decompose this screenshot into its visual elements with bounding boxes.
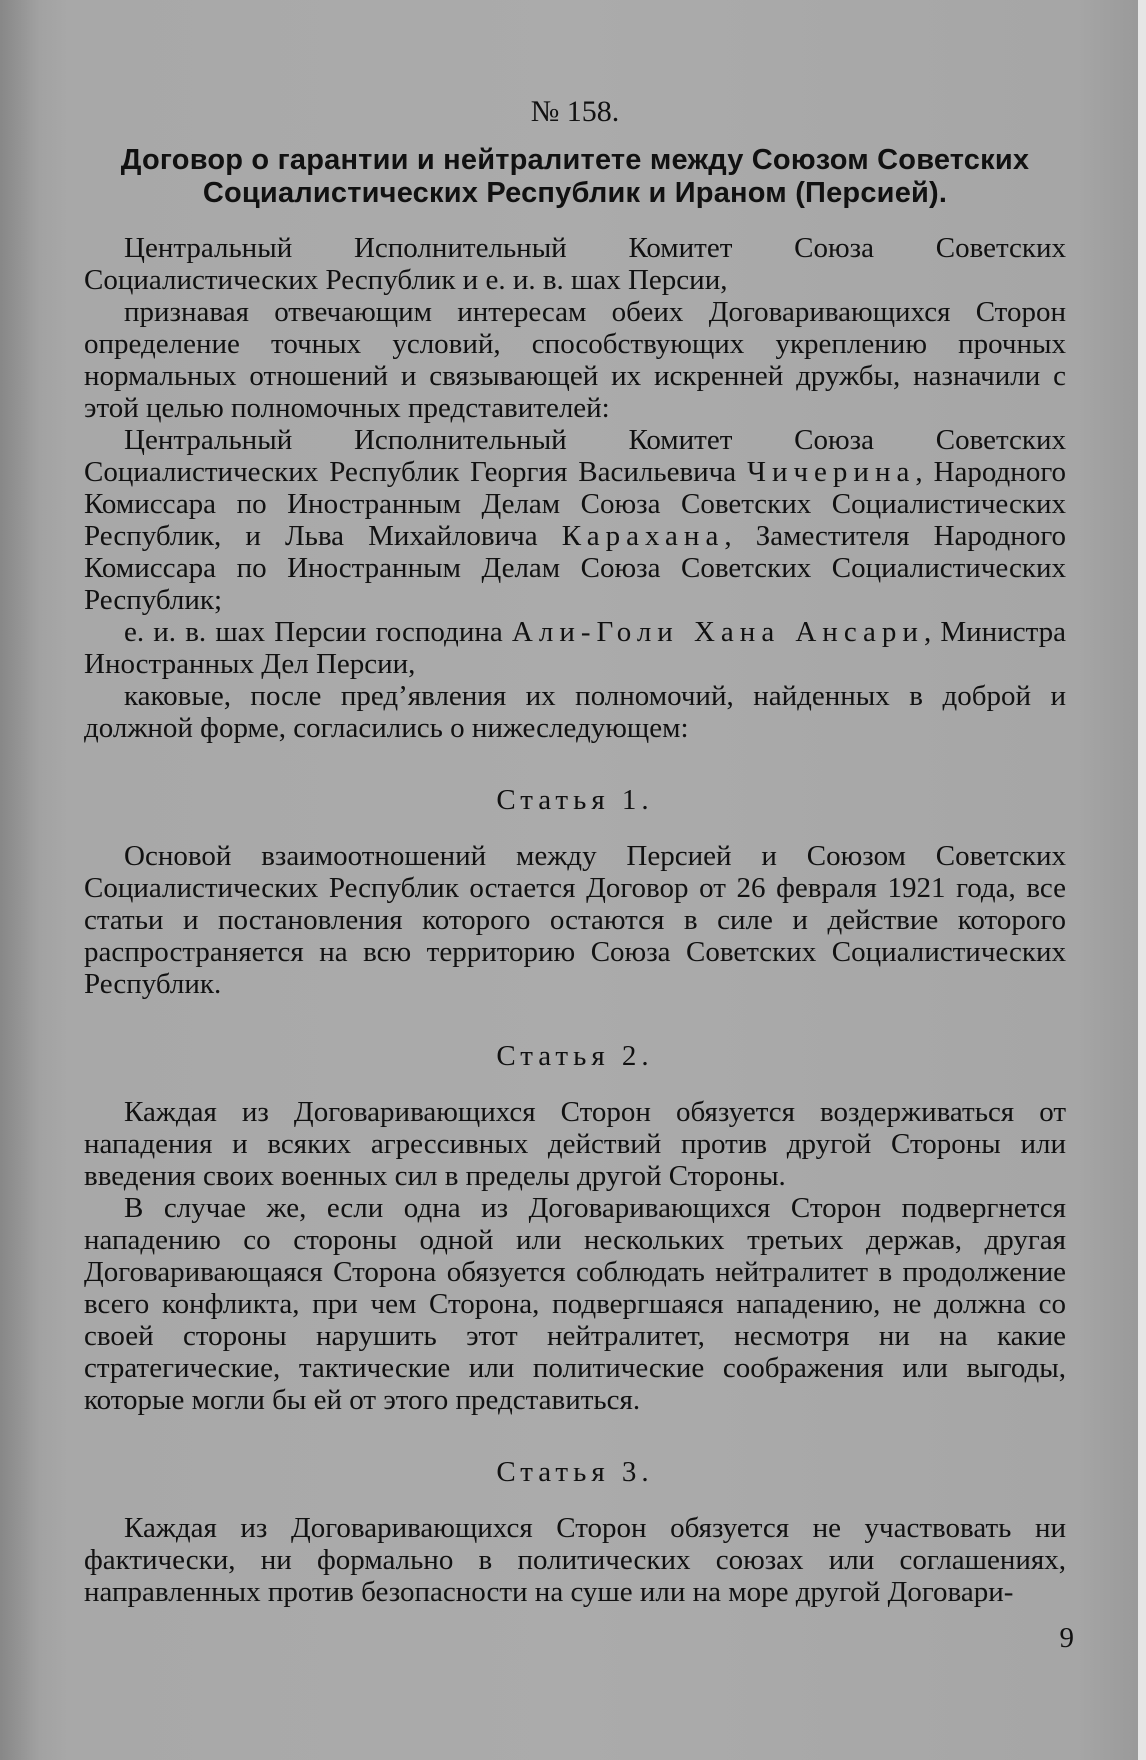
document-title: Договор о гарантии и нейтралитете между Союзом Советских Социалистических Республик и Ираном (Персией). (120, 144, 1030, 209)
text-segment: Центральный Исполнительный Комитет Союза Советских Социалистических Республик и е. и. в. шах Персии, (84, 232, 1066, 296)
preamble-paragraph (84, 616, 1066, 680)
text-segment: признавая отвечающим интересам обеих Договаривающихся Сторон определение точных условий, способствующих укреплению прочных нормальных отношений и связывающей их искренней дружбы, назначили с этой целью полномочных представителей: (84, 296, 1066, 424)
article-heading: Статья 1. (496, 784, 654, 816)
spaced-name: Карахана (561, 520, 725, 552)
article-heading: Статья 3. (496, 1456, 654, 1488)
text-segment: , Министра Иностранных Дел Персии, (84, 616, 1066, 680)
article-paragraph: В случае же, если одна из Договаривающихся Сторон подвергнется нападению со стороны одной или нескольких третьих держав, другая Договаривающаяся Сторона обязуется соблюдать нейтралитет в продолжение всего конфликта, при чем Сторона, подвергшаяся нападению, не должна со своей стороны нарушить этот нейтралитет, несмотря ни на какие стратегические, тактические или политические соображения или выгоды, которые могли бы ей от этого представиться. (84, 1192, 1066, 1416)
text-segment: каковые, после пред’явления их полномочий, найденных в доброй и должной форме, согласились о нижеследующем: (84, 680, 1066, 744)
text-segment: е. и. в. шах Персии господина (124, 616, 512, 648)
article-paragraph: Основой взаимоотношений между Персией и Союзом Советских Социалистических Республик остается Договор от 26 февраля 1921 года, все статьи и постановления которого остаются в силе и действие которого распространяется на всю территорию Союза Советских Социалистических Республик. (84, 840, 1066, 1000)
article-paragraph: Каждая из Договаривающихся Сторон обязуется воздерживаться от нападения и всяких агрессивных действий против другой Стороны или введения своих военных сил в пределы другой Стороны. (84, 1096, 1066, 1192)
text-segment: Центральный Исполнительный Комитет Союза Советских Социалистических Республик Георгия Васильевича (84, 424, 1066, 488)
preamble-paragraph (84, 296, 1066, 424)
preamble-paragraph (84, 680, 1066, 744)
article-paragraph: Каждая из Договаривающихся Сторон обязуется не участвовать ни фактически, ни формально в политических союзах или соглашениях, направленных против безопасности на суше или на море другой Договари- (84, 1512, 1066, 1608)
articles (84, 784, 1066, 1608)
page-gutter-shadow (0, 0, 40, 1760)
article-heading: Статья 2. (496, 1040, 654, 1072)
text-segment: , Заместителя Народного Комиссара по Иностранным Делам Союза Советских Социалистических Республик; (84, 520, 1066, 616)
document-number: № 158. (530, 95, 620, 128)
spaced-name: Чичерина (747, 456, 916, 488)
text-segment: , Народного Комиссара по Иностранным Делам Союза Советских Социалистических Республик, и Льва Михайловича (84, 456, 1066, 552)
preamble-paragraph (84, 424, 1066, 616)
document-body (84, 96, 1066, 1608)
preamble-paragraph (84, 232, 1066, 296)
preamble (84, 232, 1066, 744)
page-edge (1138, 0, 1146, 1760)
page-number: 9 (1059, 1622, 1074, 1654)
spaced-name: Али-Голи Хана Ансари (511, 616, 924, 648)
